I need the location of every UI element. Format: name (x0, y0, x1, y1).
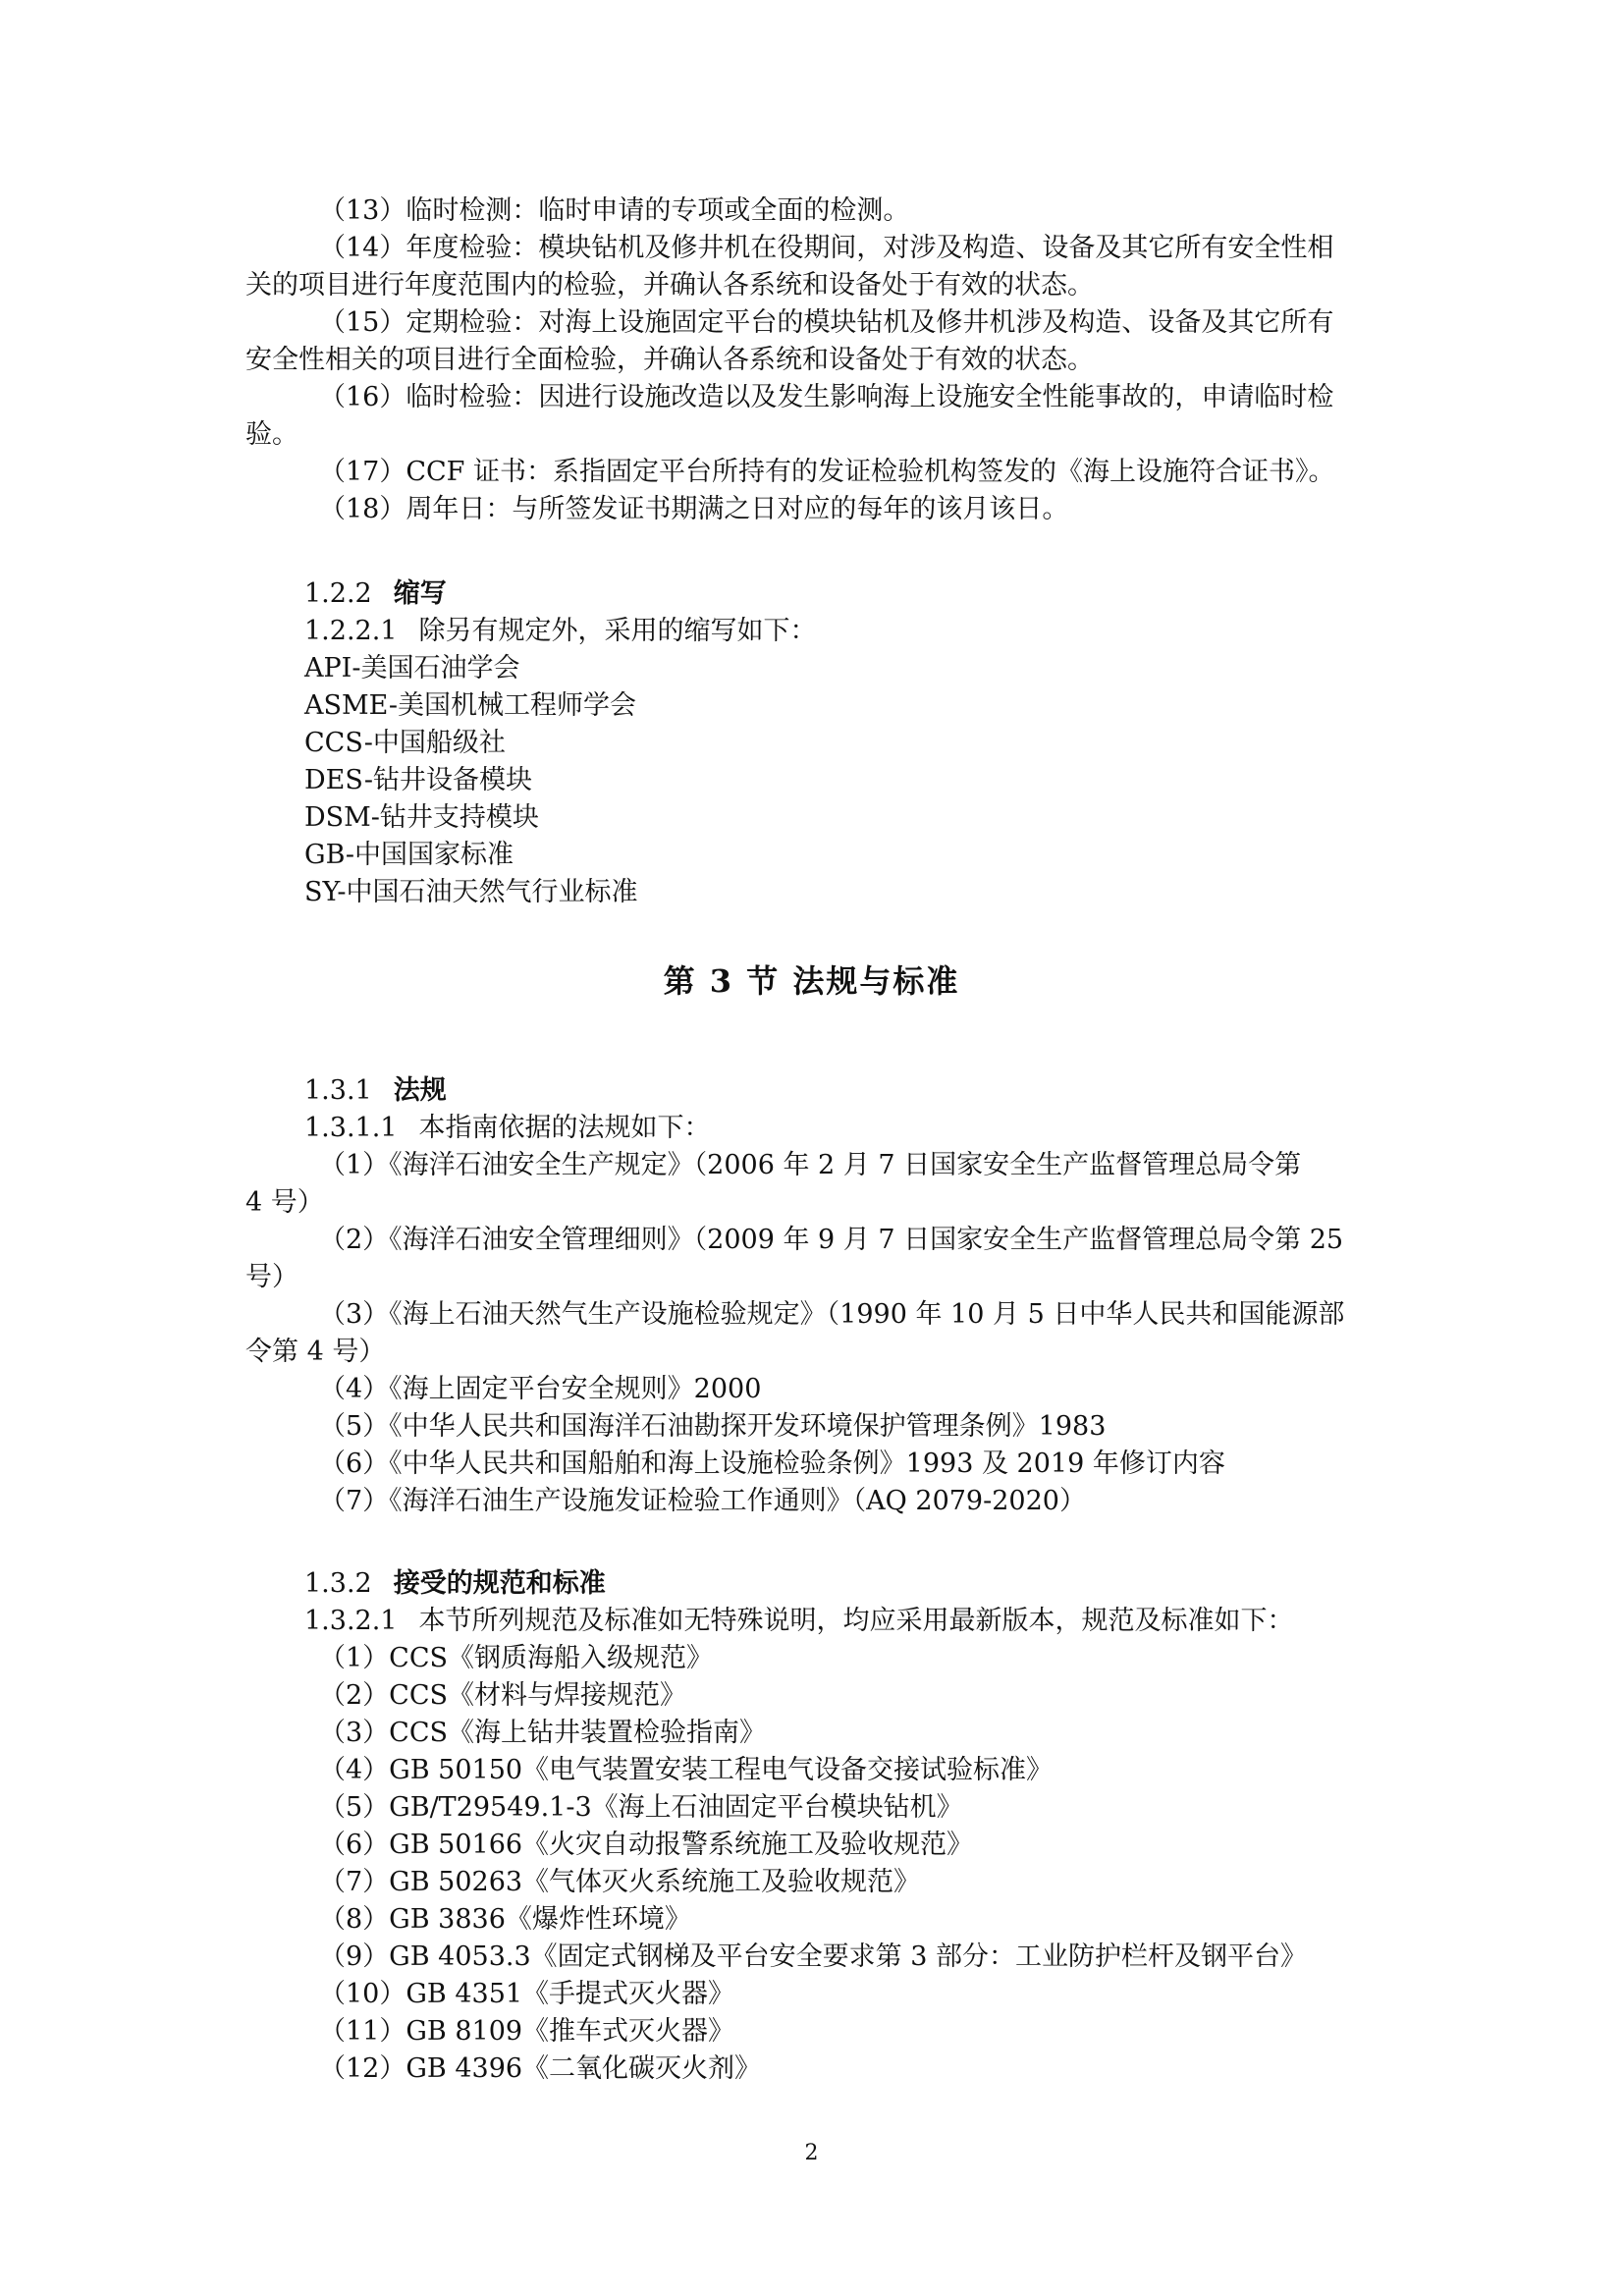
clause-number: 1.2.2.1 (304, 616, 398, 646)
heading-number: 1.3.2 (304, 1568, 372, 1599)
abbreviation-item: SY-中国石油天然气行业标准 (304, 877, 638, 907)
clause-text: 本指南依据的法规如下： (418, 1113, 711, 1143)
regulation-item (245, 1483, 1384, 1520)
standard-item: （2）CCS《材料与焊接规范》 (319, 1680, 686, 1711)
regulation-line: （1）《海洋石油安全生产规定》（2006 年 2 月 7 日国家安全生产监督管理总局令第 (319, 1150, 1302, 1180)
abbreviation-item: API-美国石油学会 (304, 653, 520, 683)
abbreviation-item: DES-钻井设备模块 (304, 765, 532, 795)
heading-title: 缩写 (393, 578, 447, 609)
abbreviations-intro (245, 613, 1384, 650)
abbreviation-item: CCS-中国船级社 (304, 728, 506, 758)
regulation-line: （3）《海上石油天然气生产设施检验规定》（1990 年 10 月 5 日中华人民共和国能源部 (319, 1299, 1345, 1330)
abbreviation-item: ASME-美国机械工程师学会 (304, 690, 636, 721)
definition-line: （18）周年日：与所签发证书期满之日对应的每年的该月该日。 (319, 494, 1069, 524)
regulation-item (245, 1147, 1384, 1222)
regulations-section (245, 1072, 1384, 1520)
regulation-line: （5）《中华人民共和国海洋石油勘探开发环境保护管理条例》1983 (319, 1411, 1107, 1442)
regulation-item (245, 1222, 1384, 1296)
regulation-item (245, 1296, 1384, 1371)
section-title: 第 3 节 法规与标准 (663, 962, 960, 1000)
definitions-list (245, 192, 1384, 528)
heading-number: 1.3.1 (304, 1075, 372, 1106)
standard-item: （11）GB 8109《推车式灭火器》 (319, 2016, 735, 2047)
definition-item (245, 304, 1384, 379)
abbreviations-section (245, 575, 1384, 911)
definition-item (245, 454, 1384, 491)
regulation-line: （2）《海洋石油安全管理细则》（2009 年 9 月 7 日国家安全生产监督管理总局令第 25 (319, 1225, 1344, 1255)
abbreviation-item: DSM-钻井支持模块 (304, 802, 539, 833)
clause-text: 本节所列规范及标准如无特殊说明，均应采用最新版本，规范及标准如下： (418, 1606, 1294, 1636)
definition-item (245, 230, 1384, 304)
abbreviation-item: GB-中国国家标准 (304, 840, 514, 870)
page-number: 2 (804, 2141, 819, 2165)
regulation-item (245, 1408, 1384, 1446)
standard-item: （10）GB 4351《手提式灭火器》 (319, 1979, 735, 2009)
definition-item (245, 491, 1384, 528)
standard-item: （3）CCS《海上钻井装置检验指南》 (319, 1718, 766, 1748)
definition-line: 安全性相关的项目进行全面检验，并确认各系统和设备处于有效的状态。 (245, 345, 1094, 375)
heading-title: 法规 (393, 1075, 447, 1106)
definition-line: 验。 (245, 419, 298, 450)
standard-item: （7）GB 50263《气体灭火系统施工及验收规范》 (319, 1867, 921, 1897)
heading-title: 接受的规范和标准 (393, 1568, 606, 1599)
clause-number: 1.3.2.1 (304, 1606, 398, 1636)
definition-line: （17）CCF 证书：系指固定平台所持有的发证检验机构签发的《海上设施符合证书》。 (319, 457, 1335, 487)
regulation-line: （4）《海上固定平台安全规则》2000 (319, 1374, 762, 1404)
standard-item: （4）GB 50150《电气装置安装工程电气设备交接试验标准》 (319, 1755, 1054, 1785)
heading-number: 1.2.2 (304, 578, 372, 609)
standard-item: （6）GB 50166《火灾自动报警系统施工及验收规范》 (319, 1830, 974, 1860)
definition-line: （15）定期检验：对海上设施固定平台的模块钻机及修井机涉及构造、设备及其它所有 (319, 307, 1334, 338)
definition-line: （16）临时检验：因进行设施改造以及发生影响海上设施安全性能事故的，申请临时检 (319, 382, 1334, 412)
regulation-line: 号） (245, 1262, 298, 1292)
definition-item (245, 379, 1384, 454)
clause-text: 除另有规定外，采用的缩写如下： (418, 616, 817, 646)
regulations-heading (245, 1072, 1384, 1110)
standard-item: （12）GB 4396《二氧化碳灭火剂》 (319, 2053, 762, 2084)
standards-intro (245, 1603, 1384, 1640)
definition-line: 关的项目进行年度范围内的检验，并确认各系统和设备处于有效的状态。 (245, 270, 1094, 301)
abbreviations-heading (245, 575, 1384, 613)
standard-item: （1）CCS《钢质海船入级规范》 (319, 1643, 713, 1673)
standards-heading (245, 1565, 1384, 1603)
standard-item: （9）GB 4053.3《固定式钢梯及平台安全要求第 3 部分：工业防护栏杆及钢平台》 (319, 1941, 1307, 1972)
standard-item: （8）GB 3836《爆炸性环境》 (319, 1904, 691, 1935)
definition-line: （13）临时检测：临时申请的专项或全面的检测。 (319, 195, 910, 226)
clause-number: 1.3.1.1 (304, 1113, 398, 1143)
definition-line: （14）年度检验：模块钻机及修井机在役期间，对涉及构造、设备及其它所有安全性相 (319, 233, 1334, 263)
regulation-line: （6）《中华人民共和国船舶和海上设施检验条例》1993 及 2019 年修订内容 (319, 1449, 1225, 1479)
regulations-intro (245, 1110, 1384, 1147)
standard-item: （5）GB/T29549.1-3《海上石油固定平台模块钻机》 (319, 1792, 963, 1823)
regulation-line: 4 号） (245, 1187, 324, 1218)
standards-section (245, 1565, 1384, 2088)
regulation-item (245, 1371, 1384, 1408)
regulation-line: 令第 4 号） (245, 1337, 386, 1367)
definition-item (245, 192, 1384, 230)
regulation-item (245, 1446, 1384, 1483)
regulation-line: （7）《海洋石油生产设施发证检验工作通则》（AQ 2079-2020） (319, 1486, 1086, 1516)
